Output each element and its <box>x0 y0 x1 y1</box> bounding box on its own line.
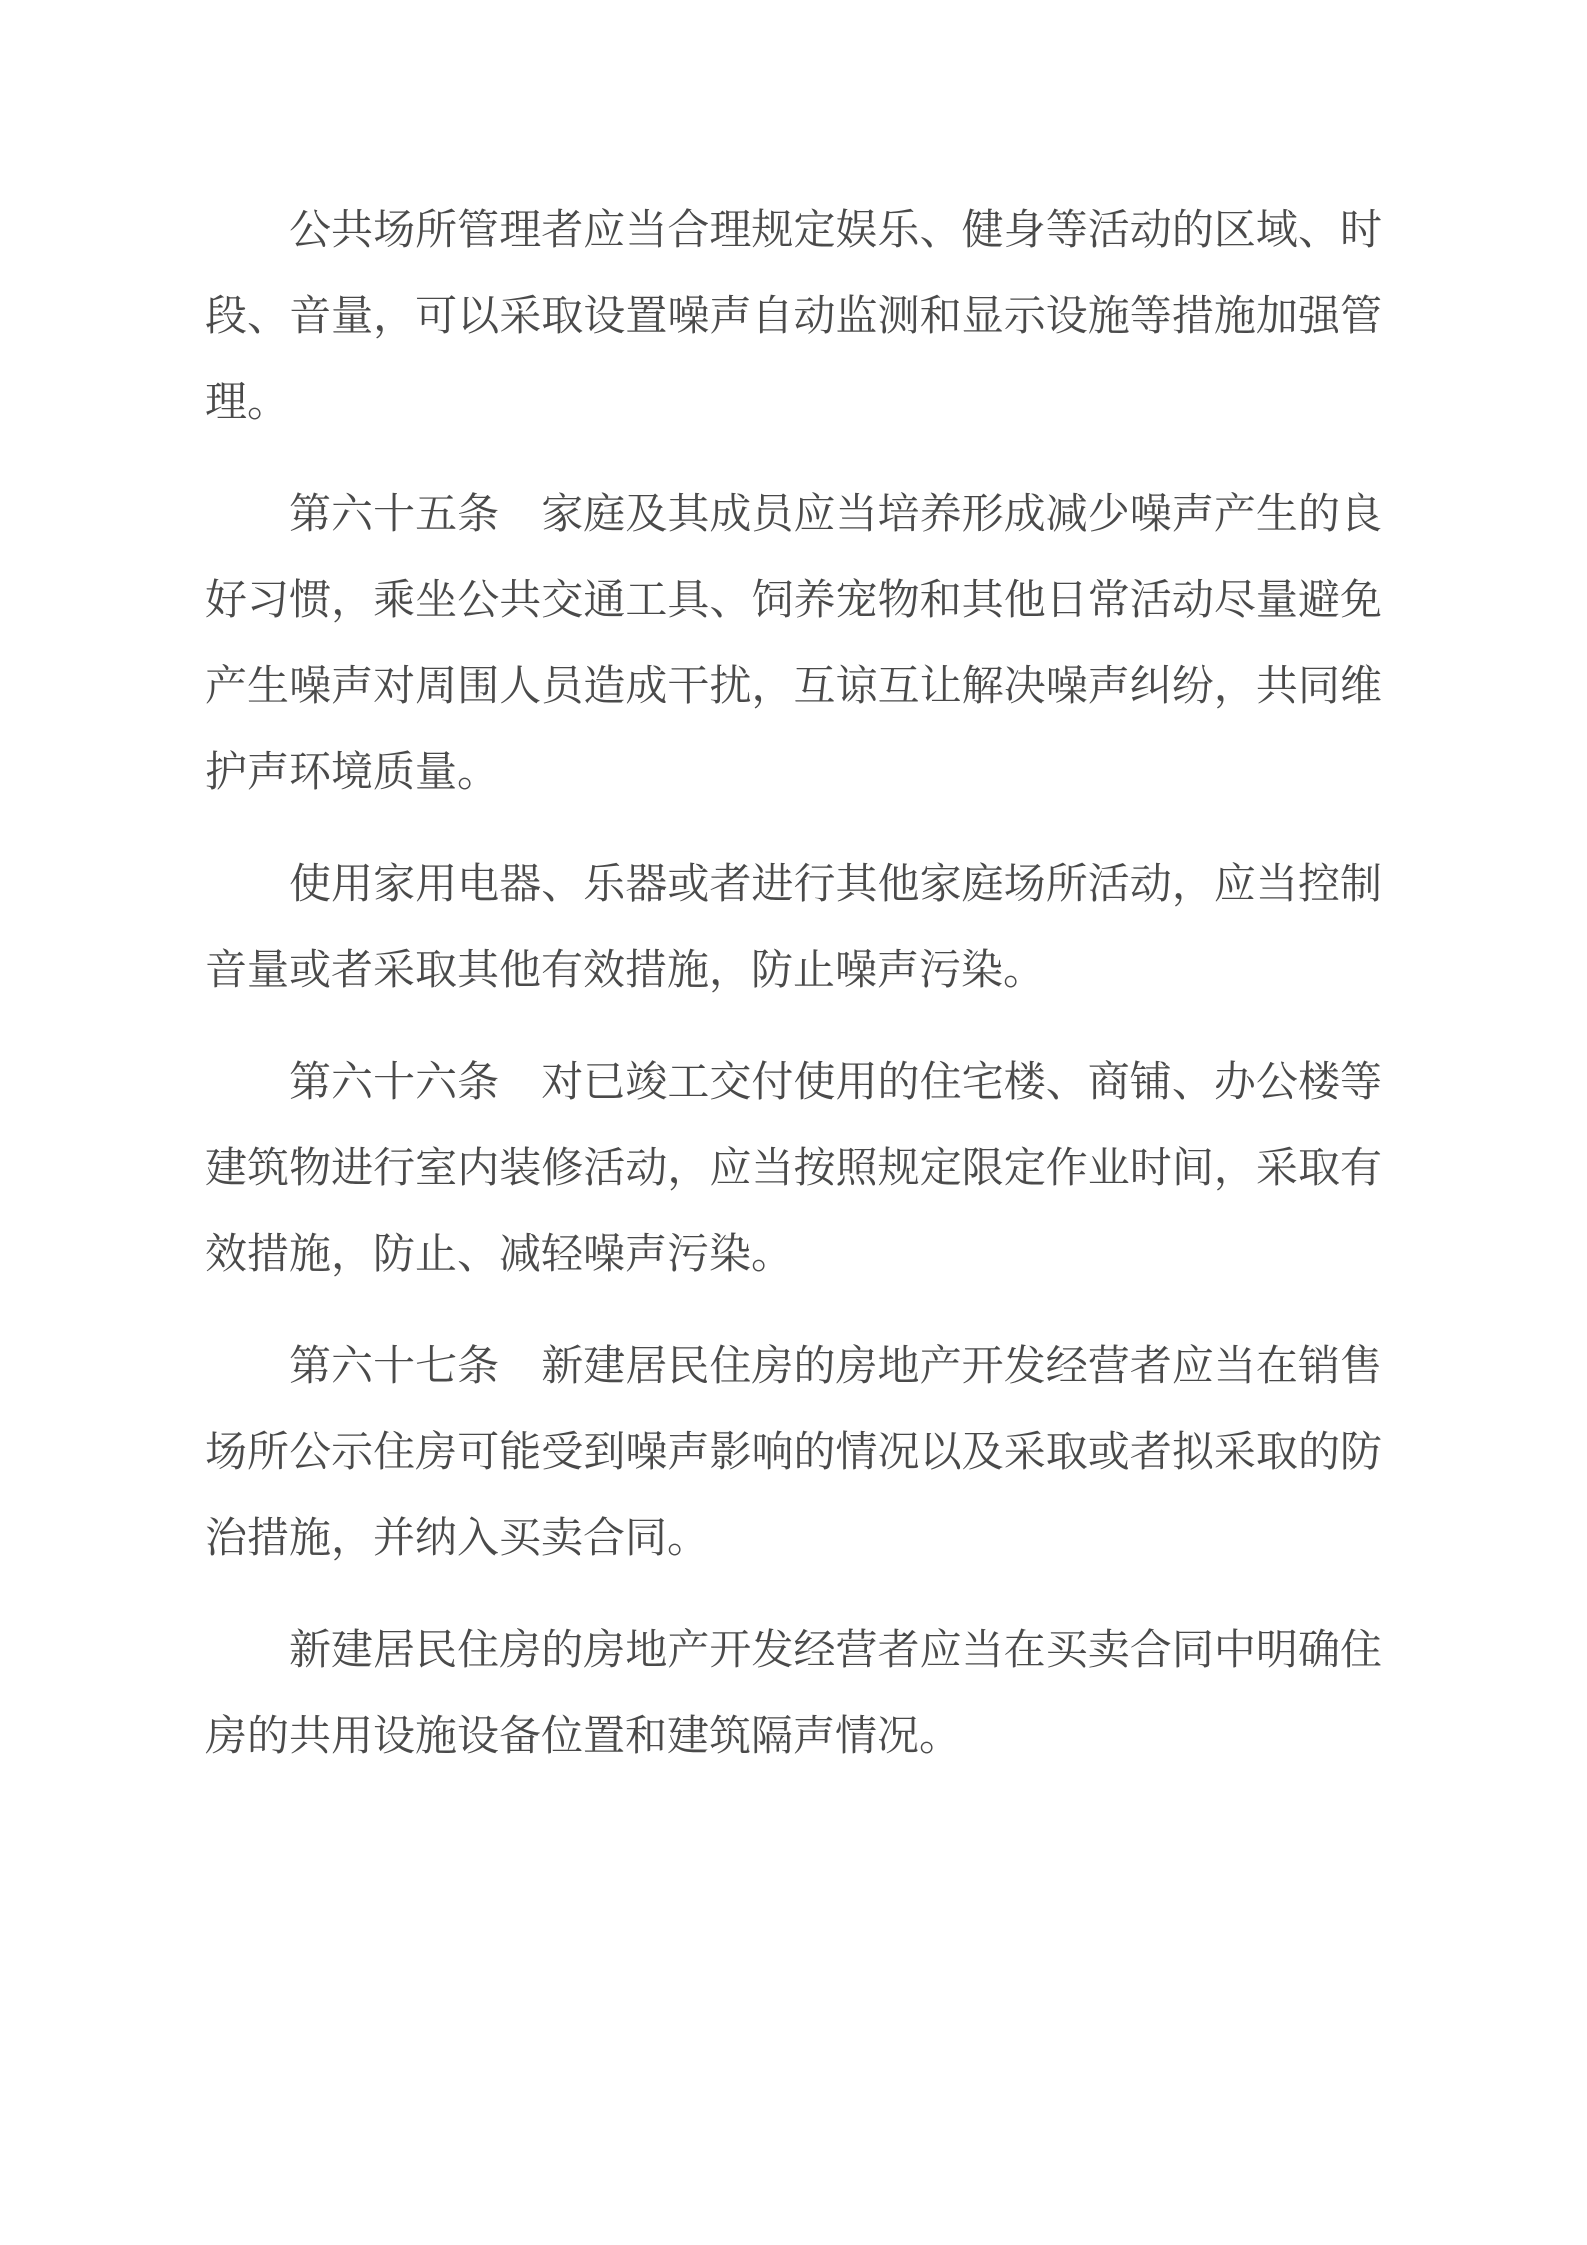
para-sales-contract-disclosure: 新建居民住房的房地产开发经营者应当在买卖合同中明确住房的共用设施设备位置和建筑隔声情况。 <box>205 1628 1382 1760</box>
para-article-65: 第六十五条 家庭及其成员应当培养形成减少噪声产生的良好习惯，乘坐公共交通工具、饲养宠物和其他日常活动尽量避免产生噪声对周围人员造成干扰，互谅互让解决噪声纠纷，共同维护声环境质量。 <box>205 492 1382 796</box>
para-article-67: 第六十七条 新建居民住房的房地产开发经营者应当在销售场所公示住房可能受到噪声影响的情况以及采取或者拟采取的防治措施，并纳入买卖合同。 <box>205 1344 1382 1562</box>
para-article-66: 第六十六条 对已竣工交付使用的住宅楼、商铺、办公楼等建筑物进行室内装修活动，应当按照规定限定作业时间，采取有效措施，防止、减轻噪声污染。 <box>205 1060 1382 1278</box>
para-household-noise-control: 使用家用电器、乐器或者进行其他家庭场所活动，应当控制音量或者采取其他有效措施，防止噪声污染。 <box>205 862 1382 994</box>
para-public-place-management: 公共场所管理者应当合理规定娱乐、健身等活动的区域、时段、音量，可以采取设置噪声自动监测和显示设施等措施加强管理。 <box>205 208 1382 426</box>
document-body <box>205 188 1382 1780</box>
